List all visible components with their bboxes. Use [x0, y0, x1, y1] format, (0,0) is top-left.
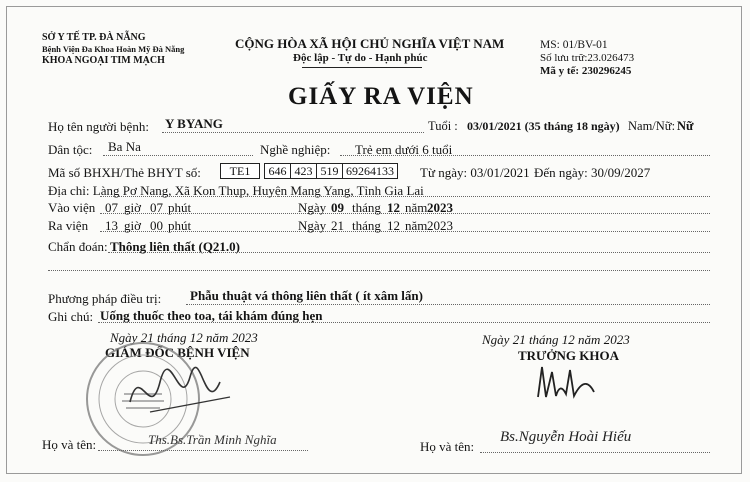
- ethnicity-label: Dân tộc:: [48, 142, 93, 157]
- diagnosis-value: Thông liên thất (Q21.0): [110, 239, 241, 254]
- director-signature: [110, 352, 250, 432]
- admission-hour: 07: [105, 200, 118, 215]
- insurance-label: Mã số BHXH/Thẻ BHYT số:: [48, 165, 201, 180]
- occupation-value: Trẻ em dưới 6 tuổi: [355, 142, 453, 157]
- admission-day-word: Ngày: [298, 200, 327, 215]
- director-name-dots: [98, 450, 308, 451]
- head-of-dept-name-dots: [480, 452, 710, 453]
- discharge-minute: 00: [150, 218, 163, 233]
- sex-label: Nam/Nữ:: [628, 119, 676, 133]
- address: Địa chỉ: Làng Pơ Nang, Xã Kon Thụp, Huyện Mang Yang, Tỉnh Gia Lai: [48, 183, 424, 198]
- coverage-to: Đến ngày: 30/09/2027: [534, 165, 651, 180]
- head-of-dept-title: TRƯỞNG KHOA: [518, 348, 619, 363]
- patient-name-dots: [162, 132, 424, 133]
- discharge-label: Ra viện: [48, 218, 89, 233]
- ethnicity-value: Ba Na: [108, 139, 141, 154]
- discharge-month: 12: [387, 218, 400, 233]
- admission-hour-word: giờ: [124, 200, 141, 215]
- patient-name-value: Y BYANG: [165, 116, 223, 131]
- treatment-value: Phẫu thuật vá thông liên thất ( ít xâm lấn): [190, 288, 423, 303]
- ethnicity-dots: [103, 155, 253, 156]
- admission-year: 2023: [427, 200, 453, 215]
- age-value: 03/01/2021 (35 tháng 18 ngày): [467, 119, 620, 133]
- admission-month-word: tháng: [352, 200, 381, 215]
- nation-heading: CỘNG HÒA XÃ HỘI CHỦ NGHĨA VIỆT NAM: [235, 36, 505, 51]
- admission-year-word: năm: [405, 200, 428, 215]
- motto-underline: [302, 67, 422, 68]
- diagnosis-dots-2: [48, 270, 710, 271]
- insurance-box-2: 646: [264, 163, 291, 179]
- motto: Độc lập - Tự do - Hạnh phúc: [293, 52, 428, 64]
- discharge-day-word: Ngày: [298, 218, 327, 233]
- director-name-label: Họ và tên:: [42, 437, 97, 452]
- occupation-label: Nghề nghiệp:: [260, 142, 331, 157]
- head-of-dept-date: Ngày 21 tháng 12 năm 2023: [482, 332, 630, 347]
- note-label: Ghi chú:: [48, 309, 94, 324]
- discharge-hour-word: giờ: [124, 218, 141, 233]
- note-value: Uống thuốc theo toa, tái khám đúng hẹn: [100, 308, 323, 323]
- admission-minute-word: phút: [168, 200, 192, 215]
- diagnosis-dots-1: [108, 252, 710, 253]
- discharge-minute-word: phút: [168, 218, 192, 233]
- insurance-box-3: 423: [290, 163, 317, 179]
- admission-minute: 07: [150, 200, 163, 215]
- discharge-year-word: năm: [405, 218, 428, 233]
- note-dots: [98, 322, 710, 323]
- insurance-box-5: 69264133: [342, 163, 398, 179]
- department-line-2: Bệnh Viện Đa Khoa Hoàn Mỹ Đà Nẵng: [42, 44, 185, 54]
- address-dots: [100, 196, 710, 197]
- discharge-month-word: tháng: [352, 218, 381, 233]
- sex-value: Nữ: [677, 119, 694, 133]
- treatment-dots: [186, 304, 710, 305]
- director-name: Ths.Bs.Trần Minh Nghĩa: [148, 432, 277, 447]
- admission-month: 12: [387, 200, 400, 215]
- treatment-label: Phương pháp điều trị:: [48, 291, 162, 306]
- age-label: Tuổi :: [428, 119, 458, 133]
- admission-label: Vào viện: [48, 200, 96, 215]
- patient-name-label: Họ tên người bệnh:: [48, 119, 149, 134]
- insurance-box-4: 519: [316, 163, 343, 179]
- insurance-box-1: TE1: [220, 163, 260, 179]
- department-line-3: KHOA NGOẠI TIM MẠCH: [42, 55, 165, 66]
- director-date: Ngày 21 tháng 12 năm 2023: [110, 330, 258, 345]
- archive-number: Số lưu trữ:23.026473: [540, 52, 635, 64]
- head-of-dept-name-label: Họ và tên:: [420, 439, 475, 454]
- admission-day: 09: [331, 200, 344, 215]
- head-of-dept-signature: [530, 362, 620, 412]
- discharge-day: 21: [331, 218, 344, 233]
- diagnosis-label: Chẩn đoán:: [48, 239, 108, 254]
- discharge-hour: 13: [105, 218, 118, 233]
- head-of-dept-name: Bs.Nguyễn Hoài Hiếu: [500, 429, 632, 445]
- coverage-from: Từ ngày: 03/01/2021: [420, 165, 530, 180]
- form-code: MS: 01/BV-01: [540, 39, 608, 51]
- department-line-1: SỞ Y TẾ TP. ĐÀ NẴNG: [42, 32, 146, 43]
- director-title: GIÁM ĐỐC BỆNH VIỆN: [105, 345, 250, 360]
- patient-code: Mã y tế: 230296245: [540, 65, 632, 77]
- discharge-year: 2023: [427, 218, 453, 233]
- document-title: GIẤY RA VIỆN: [288, 83, 474, 110]
